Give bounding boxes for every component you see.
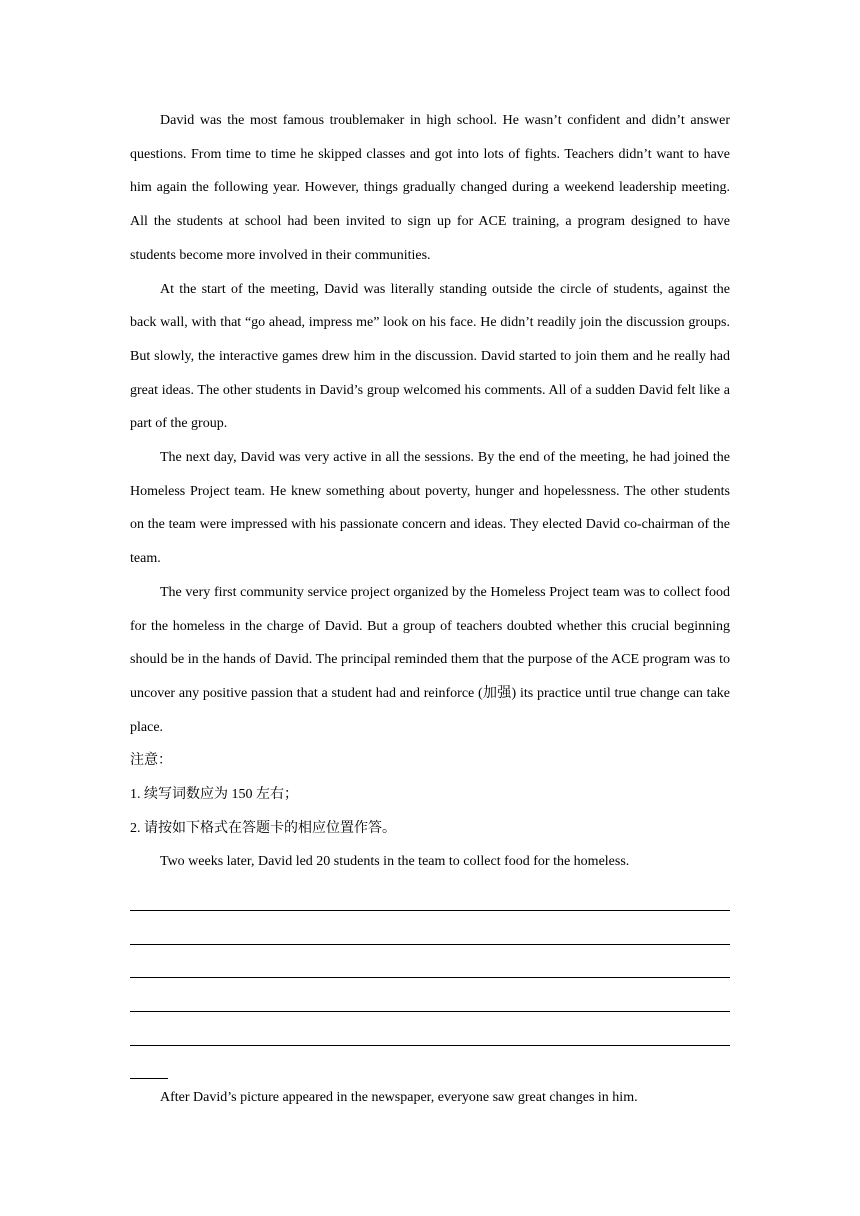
passage-paragraph-2: At the start of the meeting, David was literally standing outside the circle of students, against the back wall, with that “go ahead, impress me” look on his face. He didn’t readily join the discussion groups. But slowly, the interactive games drew him in the discussion. David started to join them and he really had great ideas. The other students in David’s group welcomed his comments. All of a sudden David felt like a part of the group. bbox=[130, 281, 730, 432]
notes-title: 注意： bbox=[130, 753, 172, 769]
answer-line[interactable] bbox=[130, 913, 730, 947]
note-item-1: 1. 续写词数应为 150 左右； bbox=[130, 787, 298, 803]
answer-line[interactable] bbox=[130, 947, 730, 981]
answer-line[interactable] bbox=[130, 980, 730, 1014]
answer-line[interactable] bbox=[130, 1014, 730, 1048]
answer-line-short[interactable] bbox=[130, 1048, 730, 1082]
continuation-prompt-2: After David’s picture appeared in the newspaper, everyone saw great changes in him. bbox=[160, 1090, 638, 1106]
note-item-2: 2. 请按如下格式在答题卡的相应位置作答。 bbox=[130, 820, 396, 836]
passage-paragraph-3: The next day, David was very active in all the sessions. By the end of the meeting, he had joined the Homeless Project team. He knew something about poverty, hunger and hopelessness. The other students on the team were impressed with his passionate concern and ideas. They elected David co-chairman of the team. bbox=[130, 450, 730, 567]
passage-paragraph-4: The very first community service project organized by the Homeless Project team was to collect food for the homeless in the charge of David. But a group of teachers doubted whether this crucial beginning should be in the hands of David. The principal reminded them that the purpose of the ACE program was to uncover any positive passion that a student had and reinforce (加强) its practice until true change can take place. bbox=[130, 584, 730, 735]
document-page bbox=[130, 104, 730, 1115]
continuation-prompt-1: Two weeks later, David led 20 students in the team to collect food for the homeless. bbox=[160, 854, 630, 870]
passage-paragraph-1: David was the most famous troublemaker in high school. He wasn’t confident and didn’t answer questions. From time to time he skipped classes and got into lots of fights. Teachers didn’t want to have him again the following year. However, things gradually changed during a weekend leadership meeting. All the students at school had been invited to sign up for ACE training, a program designed to have students become more involved in their communities. bbox=[130, 113, 730, 263]
answer-line[interactable] bbox=[130, 879, 730, 913]
answer-area-1[interactable] bbox=[130, 879, 730, 1081]
